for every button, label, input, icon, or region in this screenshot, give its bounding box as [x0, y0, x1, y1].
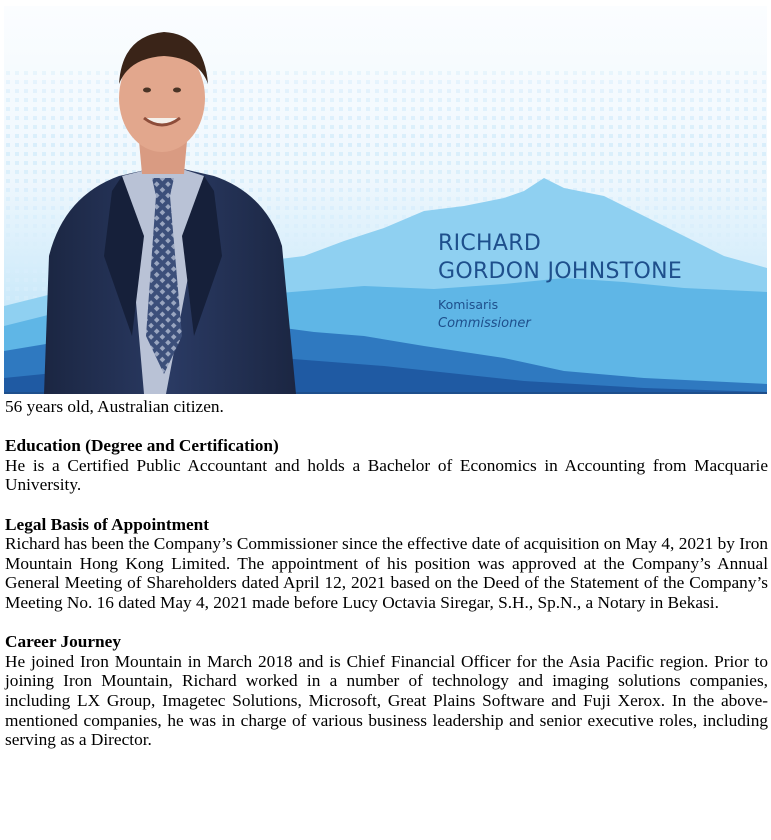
- section-body-education: He is a Certified Public Accountant and holds a Bachelor of Economics in Accounting from Macquarie University.: [5, 455, 768, 495]
- section-heading-legal-basis: Legal Basis of Appointment: [5, 514, 210, 534]
- banner-background: [4, 6, 767, 394]
- profile-banner: [4, 6, 767, 394]
- name-line-first: RICHARD: [438, 231, 542, 256]
- section-body-career: He joined Iron Mountain in March 2018 and is Chief Financial Officer for the Asia Pacific region. Prior to joining Iron Mountain, Richard worked in a number of technology and imaging solutions companies, including LX Group, Imagetec Solutions, Microsoft, Great Plains Software and Fuji Xerox. In the above-mentioned companies, he was in charge of various business leadership and senior executive roles, including serving as a Director.: [5, 651, 768, 750]
- role-indonesian: Komisaris: [438, 297, 499, 312]
- section-heading-education: Education (Degree and Certification): [5, 436, 279, 456]
- section-heading-career: Career Journey: [5, 632, 121, 652]
- intro-line: 56 years old, Australian citizen.: [5, 397, 224, 416]
- role-english: Commissioner: [438, 316, 531, 331]
- section-body-legal-basis: Richard has been the Company’s Commissioner since the effective date of acquisition on May 4, 2021 by Iron Mountain Hong Kong Limited. The appointment of his position was approved at the Company’s Annual General Meeting of Shareholders dated April 12, 2021 based on the Deed of the Statement of the Company’s Meeting No. 16 dated May 4, 2021 made before Lucy Octavia Siregar, S.H., Sp.N., a Notary in Bekasi.: [5, 534, 768, 612]
- name-card: [438, 230, 682, 333]
- name-line-full: GORDON JOHNSTONE: [438, 259, 683, 284]
- biography-text: [5, 397, 768, 750]
